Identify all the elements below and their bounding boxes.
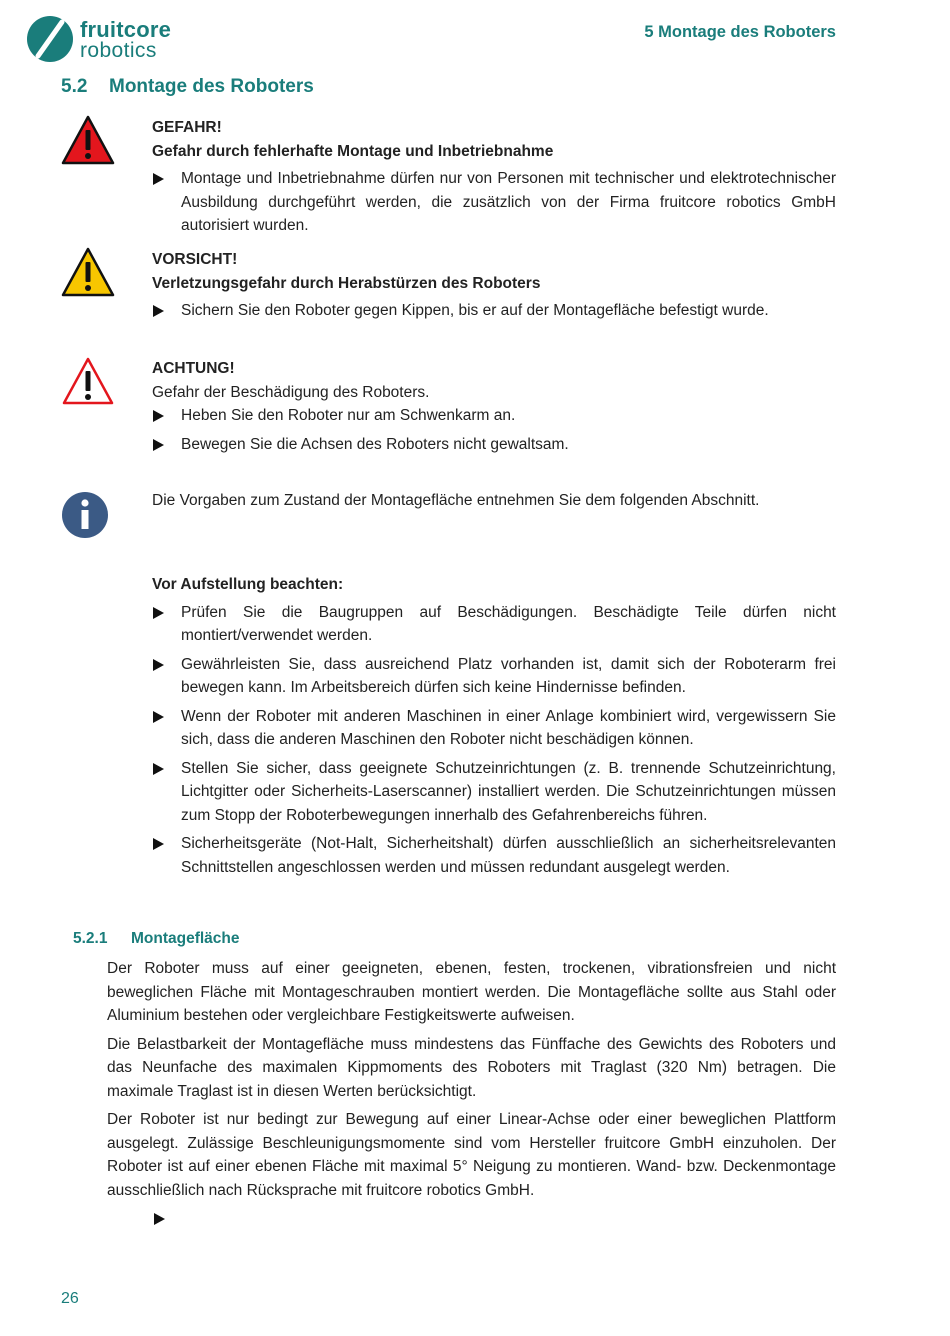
list-item: Stellen Sie sicher, dass geeignete Schutzeinrichtungen (z. B. trennende Schutzeinrichtung, Lichtgitter oder Sicherheits-Laserscanner) installiert werden. Die Schutzeinrichtungen müssen zum Stopp der Roboterbewegungen innerhalb des Gefahrenbereichs führen. — [152, 757, 836, 828]
paragraph: Die Belastbarkeit der Montagefläche muss mindestens das Fünffache des Gewichts des Roboters und das Neunfache des maximalen Kippmoments des Roboters mit Traglast (320 Nm) betragen. Die maximale Traglast ist in diesen Werten berücksichtigt. — [107, 1035, 836, 1100]
attention-title: Gefahr der Beschädigung des Roboters. — [152, 383, 430, 401]
danger-triangle-icon — [60, 114, 116, 166]
bullet-arrow-icon — [153, 305, 164, 317]
danger-title: Gefahr durch fehlerhafte Montage und Inbetriebnahme — [152, 142, 554, 160]
caution-notice — [152, 248, 836, 328]
warning-triangle-icon — [60, 246, 116, 298]
subsection-body — [107, 957, 836, 1207]
subsection-title: Montagefläche — [131, 930, 240, 947]
info-text: Die Vorgaben zum Zustand der Montagefläche entnehmen Sie dem folgenden Abschnitt. — [152, 492, 760, 509]
attention-triangle-icon — [60, 355, 116, 407]
subsection-number: 5.2.1 — [73, 930, 108, 947]
before-setup-section — [152, 573, 836, 884]
list-item: Sichern Sie den Roboter gegen Kippen, bis er auf der Montagefläche befestigt wurde. — [152, 299, 836, 323]
before-setup-heading: Vor Aufstellung beachten: — [152, 576, 344, 593]
chapter-header: 5 Montage des Roboters — [644, 23, 836, 41]
list-item: Sicherheitsgeräte (Not-Halt, Sicherheitshalt) dürfen ausschließlich an sicherheitsrelevanten Schnittstellen angeschlossen werden und müssen redundant ausgelegt werden. — [152, 832, 836, 879]
bullet-arrow-icon — [153, 607, 164, 619]
fruitcore-logo — [26, 15, 176, 65]
bullet-arrow-icon — [153, 173, 164, 185]
list-item: Gewährleisten Sie, dass ausreichend Platz vorhanden ist, damit sich der Roboterarm frei bewegen kann. Im Arbeitsbereich dürfen sich keine Hindernisse befinden. — [152, 653, 836, 700]
section-number: 5.2 — [61, 76, 88, 97]
danger-label: GEFAHR! — [152, 119, 222, 136]
section-title: Montage des Roboters — [109, 76, 314, 97]
attention-notice — [152, 357, 836, 461]
caution-label: VORSICHT! — [152, 251, 238, 268]
list-item: Bewegen Sie die Achsen des Roboters nicht gewaltsam. — [152, 433, 836, 457]
logo-mark-icon — [26, 15, 74, 63]
list-item: Prüfen Sie die Baugruppen auf Beschädigungen. Beschädigte Teile dürfen nicht montiert/verwendet werden. — [152, 601, 836, 648]
list-item: Wenn der Roboter mit anderen Maschinen in einer Anlage kombiniert wird, vergewissern Sie sich, dass die anderen Maschinen den Roboter nicht beschädigen können. — [152, 705, 836, 752]
bullet-arrow-icon — [153, 410, 164, 422]
bullet-arrow-icon — [153, 439, 164, 451]
caution-title: Verletzungsgefahr durch Herabstürzen des Roboters — [152, 274, 541, 292]
bullet-arrow-icon — [153, 659, 164, 671]
attention-label: ACHTUNG! — [152, 360, 235, 377]
info-notice — [152, 489, 836, 513]
paragraph: Der Roboter ist nur bedingt zur Bewegung auf einer Linear-Achse oder einer beweglichen Plattform ausgelegt. Zulässige Beschleunigungsmomente sind vom Hersteller fruitcore GmbH einzuholen. Der Roboter ist auf einer ebenen Fläche mit maximal 5° Neigung zu montieren. Wand- bzw. Deckenmontage ausschließlich nach Rücksprache mit fruitcore robotics GmbH. — [107, 1111, 836, 1199]
bullet-arrow-icon — [153, 763, 164, 775]
danger-notice — [152, 116, 836, 243]
logo-text-fruitcore: fruitcore — [80, 17, 172, 42]
logo-text-robotics: robotics — [80, 39, 157, 62]
paragraph: Der Roboter muss auf einer geeigneten, ebenen, festen, trockenen, vibrationsfreien und nicht beweglichen Fläche mit Montageschrauben montiert werden. Die Montagefläche sollte aus Stahl oder Aluminium bestehen oder vergleichbare Festigkeitswerte aufweisen. — [107, 960, 836, 1024]
bullet-arrow-icon — [153, 711, 164, 723]
list-item: Montage und Inbetriebnahme dürfen nur von Personen mit technischer und elektrotechnischer Ausbildung durchgeführt werden, die zusätzlich von der Firma fruitcore robotics GmbH autorisiert wurden. — [152, 167, 836, 238]
bullet-arrow-icon — [153, 838, 164, 850]
info-icon — [61, 491, 109, 539]
page-number: 26 — [61, 1290, 79, 1307]
bullet-arrow-icon — [154, 1213, 165, 1225]
list-item: Heben Sie den Roboter nur am Schwenkarm an. — [152, 404, 836, 428]
